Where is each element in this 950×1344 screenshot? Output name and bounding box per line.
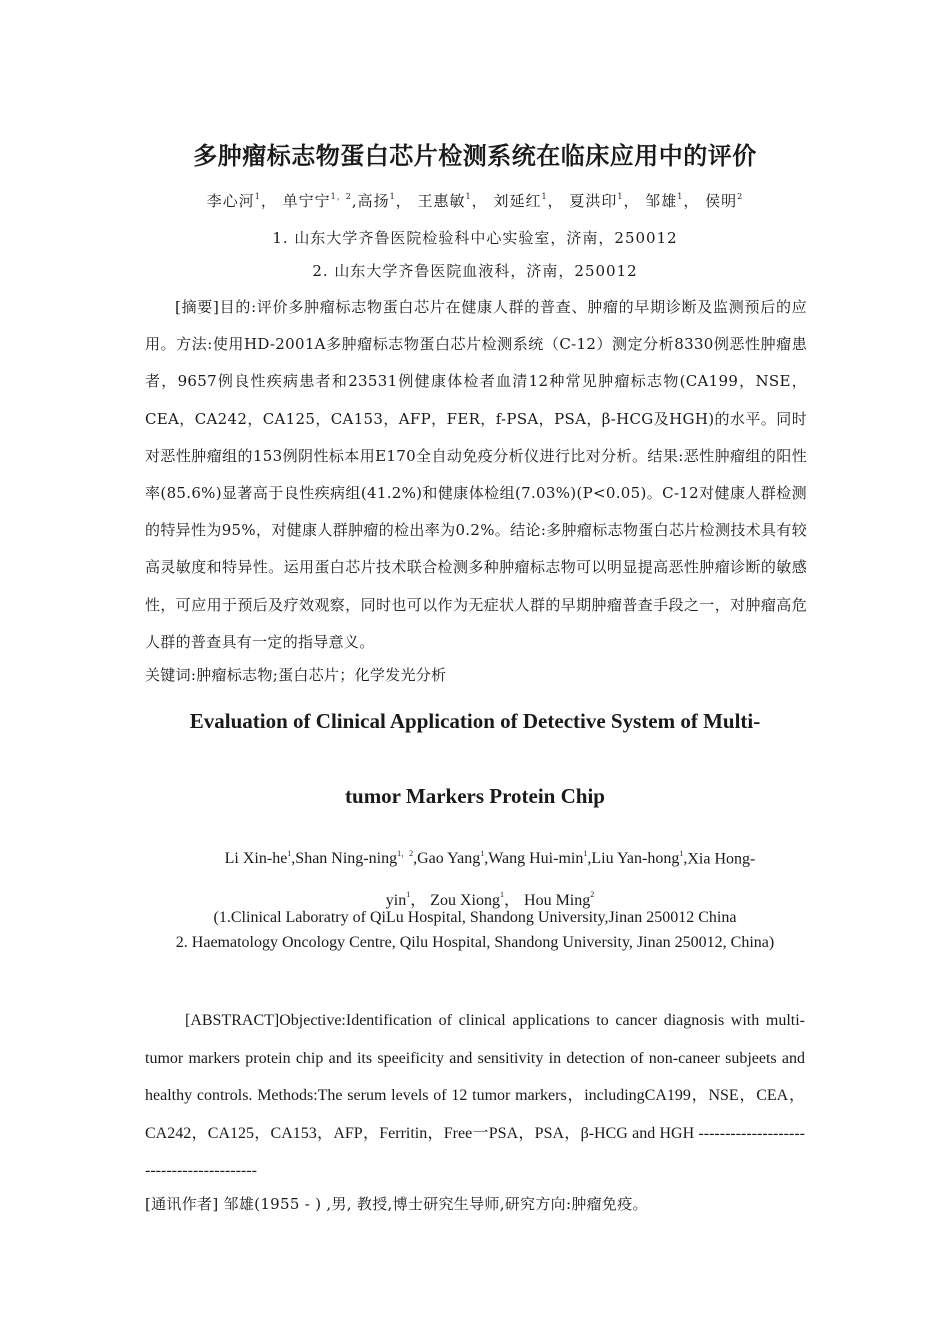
author: yin$^1$， bbox=[385, 890, 427, 909]
chinese-title: 多肿瘤标志物蛋白芯片检测系统在临床应用中的评价 bbox=[193, 142, 757, 170]
author: Xia Hong- bbox=[687, 850, 756, 868]
english-author-list bbox=[190, 836, 790, 919]
english-author-line-1 bbox=[190, 836, 790, 877]
chinese-affiliation-2: 2. 山东大学齐鲁医院血液科，济南，250012 bbox=[312, 262, 638, 280]
chinese-abstract: [摘要]目的:评价多肿瘤标志物蛋白芯片在健康人群的普查、肿瘤的早期诊断及监测预后的应用。方法:使用HD-2001A多肿瘤标志物蛋白芯片检测系统（C-12）测定分析8330例恶性肿瘤患者，9657例良性疾病患者和23531例健康体检者血清12种常见肿瘤标志物(CA199，NSE，CEA，CA242，CA125，CA153，AFP，FER，f-PSA，PSA，β-HCG及HGH)的水平。同时对恶性肿瘤组的153例阴性标本用E170全自动免疫分析仪进行比对分析。结果:恶性肿瘤组的阳性率(85.6%)显著高于良性疾病组(41.2%)和健康体检组(7.03%)(P<0.05)。C-12对健康人群检测的特异性为95%，对健康人群肿瘤的检出率为0.2%。结论:多肿瘤标志物蛋白芯片检测技术具有较高灵敏度和特异性。运用蛋白芯片技术联合检测多种肿瘤标志物可以明显提高恶性肿瘤诊断的敏感性，可应用于预后及疗效观察，同时也可以作为无症状人群的早期肿瘤普查手段之一，对肿瘤高危人群的普查具有一定的指导意义。 bbox=[145, 298, 807, 651]
author: Zou Xiong$^1$， bbox=[430, 890, 521, 909]
author: Li Xin-$he^1$, bbox=[224, 849, 296, 868]
author: 刘延红$^1$， bbox=[493, 192, 564, 210]
english-abstract: [ABSTRACT]Objective:Identification of clinical applications to cancer diagnosis with multi-tumor markers protein chip and its speeificity and sensitivity in detection of non-caneer subjeets and healthy controls. Methods:The serum levels of 12 tumor markers，includingCA199，NSE，CEA，CA242，CA125，CA153，AFP，Ferritin，Free一PSA，PSA，β-HCG and HGH ----------------------------------------- bbox=[145, 1012, 805, 1179]
author: 高扬$^1$， bbox=[357, 192, 412, 210]
author: Liu Yan-hong$^1$, bbox=[591, 849, 688, 868]
chinese-author-list bbox=[0, 190, 950, 211]
author: 夏洪印$^1$， bbox=[569, 192, 640, 210]
english-title-line-2: tumor Markers Protein Chip bbox=[345, 784, 605, 808]
english-affiliation-2: 2. Haematology Oncology Centre, Qilu Hospital, Shandong University, Jinan 250012, China) bbox=[175, 934, 775, 951]
author: Hou Ming$^2$ bbox=[524, 890, 595, 909]
author: Gao Yang$^1$, bbox=[417, 849, 489, 868]
author: Shan Ning-ning$^{1,2}$, bbox=[295, 849, 418, 868]
author: Wang Hui-$\min^1$, bbox=[488, 849, 592, 868]
corresponding-author-footnote: [通讯作者] 邹雄(1955 - ) ,男, 教授,博士研究生导师,研究方向:肿瘤免疫。 bbox=[145, 1195, 648, 1213]
chinese-affiliation-1: 1. 山东大学齐鲁医院检验科中心实验室，济南，250012 bbox=[272, 229, 678, 247]
author: 侯明$^2$ bbox=[705, 192, 744, 210]
english-title-line-1: Evaluation of Clinical Application of Detective System of Multi- bbox=[189, 709, 761, 733]
chinese-keywords: 关键词:肿瘤标志物;蛋白芯片；化学发光分析 bbox=[145, 666, 447, 684]
author: 王惠敏$^1$， bbox=[417, 192, 488, 210]
author: 单宁宁$^{1,2}$, bbox=[282, 192, 358, 210]
author: 邹雄$^1$， bbox=[645, 192, 700, 210]
english-affiliation-1: (1.Clinical Laboratry of QiLu Hospital, Shandong University,Jinan 250012 China bbox=[213, 909, 737, 926]
author: 李心河$^1$， bbox=[206, 192, 277, 210]
